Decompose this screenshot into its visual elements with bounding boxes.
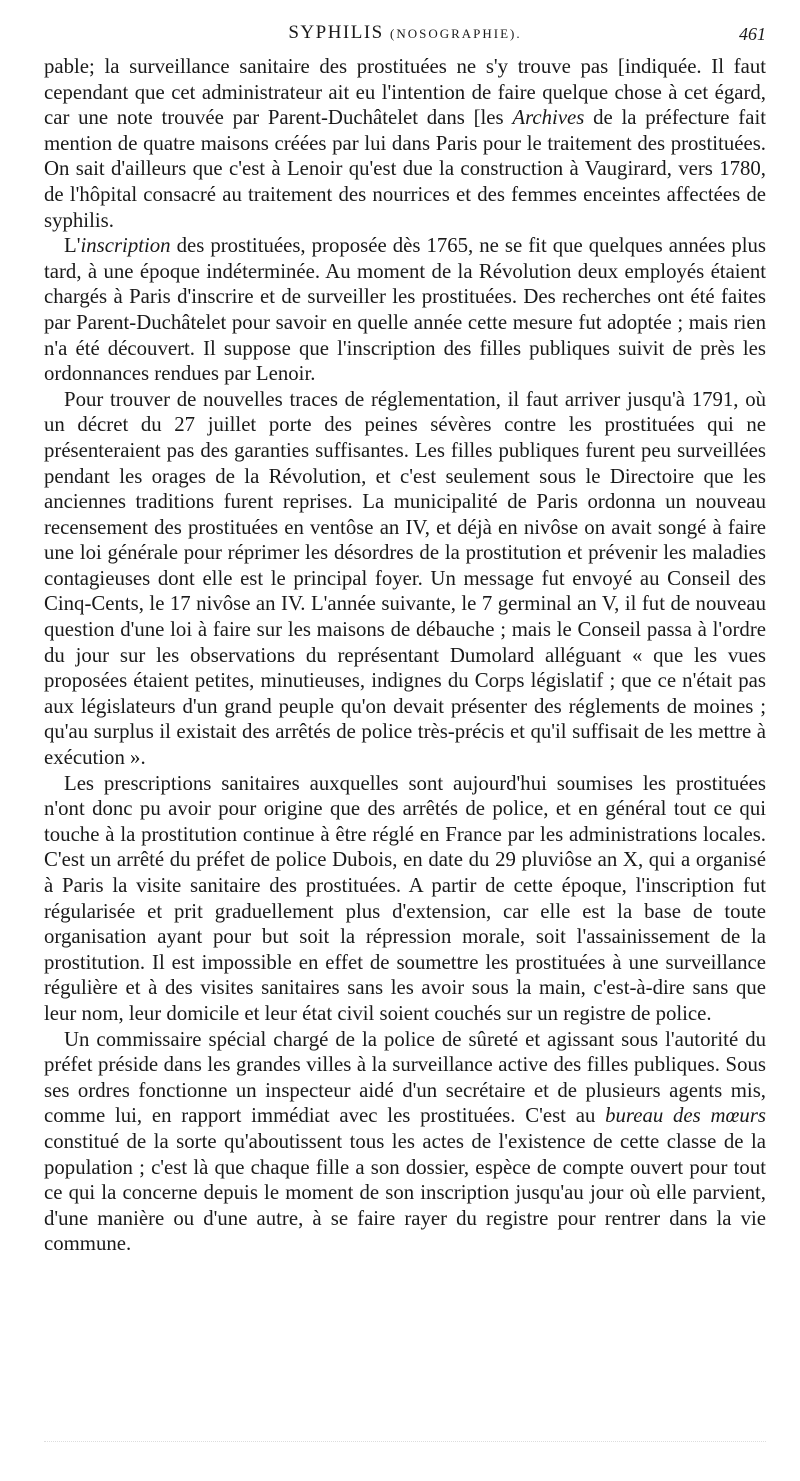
text-run: L' <box>64 234 81 258</box>
paragraph <box>44 387 766 771</box>
text-run: constitué de la sorte qu'aboutissent tous les actes de l'existence de cette classe de la population ; c'est là que chaque fille a son dossier, espèce de compte ouvert pour tout ce qui la concerne depuis le moment de son inscription jusqu'au jour où elle parvient, d'une manière ou d'une autre, à se faire rayer du registre pour rentrer dans la vie commune. <box>44 1129 766 1256</box>
italic-text: bureau des mœurs <box>605 1104 767 1128</box>
running-title-main: SYPHILIS <box>288 22 384 43</box>
paragraph <box>44 1027 766 1257</box>
text-run: Les prescriptions sanitaires auxquelles sont aujourd'hui soumises les prostituées n'ont donc pu avoir pour origine que des arrêtés de police, et en général tout ce qui touche à la prostitution continue à être réglé en France par les administrations locales. C'est un arrêté du préfet de police Dubois, en date du 29 pluviôse an X, qui a organisé à Paris la visite sanitaire des prostituées. A partir de cette époque, l'inscription fut régularisée et prit graduellement plus d'extension, car elle est la base de toute organisation ayant pour but soit la répression morale, soit l'assainissement de la prostitution. Il est impossible en effet de soumettre les prostituées à une surveillance régulière et à des visites sanitaires sans les avoir sous la main, c'est-à-dire sans que leur nom, leur domicile et leur état civil soient couchés sur un registre de police. <box>44 771 766 1025</box>
running-head <box>44 0 766 44</box>
page-footer-artifacts <box>44 1441 766 1448</box>
text-run: Pour trouver de nouvelles traces de réglementation, il faut arriver jusqu'à 1791, où un décret du 27 juillet porte des peines sévères contre les prostituées qui ne présenteraient pas des garanties suffisantes. Les filles publiques furent peu surveillées pendant les orages de la Révolution, et c'est seulement sous le Directoire que les anciennes traditions furent reprises. La municipalité de Paris ordonna un nouveau recensement des prostituées en ventôse an IV, et déjà en nivôse on avait songé à faire une loi générale pour réprimer les désordres de la prostitution et prévenir les maladies contagieuses dont elle est le principal foyer. Un message fut envoyé au Conseil des Cinq-Cents, le 17 nivôse an IV. L'année suivante, le 7 germinal an V, il fut de nouveau question d'une loi à faire sur les maisons de débauche ; mais le Conseil passa à l'ordre du jour sur les observations du représentant Dumolard alléguant « que les vues proposées étaient petites, minutieuses, indignes du Corps législatif ; que ce n'était pas aux législateurs d'un grand peuple qu'on devait présenter des réglements de moines ; qu'au surplus il existait des arrêtés de police très-précis et qu'il suffisait de les mettre à exécution ». <box>44 387 766 770</box>
paragraph <box>44 771 766 1027</box>
text-run: pable; la surveillance sanitaire des prostituées ne s'y trouve pas [indiquée. Il faut cependant que cet administrateur ait eu l'intention de faire quelque chose à cet égard, car une note trouvée par Parent-Duchâtelet dans [les <box>44 55 766 130</box>
italic-text: inscription <box>80 234 171 258</box>
body-text <box>44 54 766 1257</box>
text-run: Un commissaire spécial chargé de la police de sûreté et agissant sous l'autorité du préfet préside dans les grandes villes à la surveillance active des filles publiques. Sous ses ordres fonctionne un inspecteur aidé d'un secrétaire et de plusieurs agents mis, comme lui, en rapport immédiat avec les prostituées. C'est au <box>44 1027 766 1128</box>
paragraph <box>44 233 766 387</box>
document-page <box>44 0 766 1481</box>
page-number: 461 <box>739 24 766 44</box>
running-title <box>44 22 766 44</box>
paragraph <box>44 54 766 233</box>
running-title-sub: (NOSOGRAPHIE). <box>390 26 522 41</box>
text-run: des prostituées, proposée dès 1765, ne se fit que quelques années plus tard, à une époque indéterminée. Au moment de la Révolution deux employés étaient chargés à Paris d'inscrire et de surveiller les prostituées. Des recherches ont été faites par Parent-Duchâtelet pour savoir en quelle année cette mesure fut adoptée ; mais rien n'a été découvert. Il suppose que l'inscription des filles publiques suivit de près les ordonnances rendues par Lenoir. <box>44 234 766 386</box>
text-run: de la préfecture fait mention de quatre maisons créées par lui dans Paris pour le traitement des prostituées. On sait d'ailleurs que c'est à Lenoir qu'est due la construction à Vaugirard, vers 1780, de l'hôpital consacré au traitement des nourrices et des femmes enceintes affectées de syphilis. <box>44 106 766 232</box>
italic-text: Archives <box>512 106 585 130</box>
